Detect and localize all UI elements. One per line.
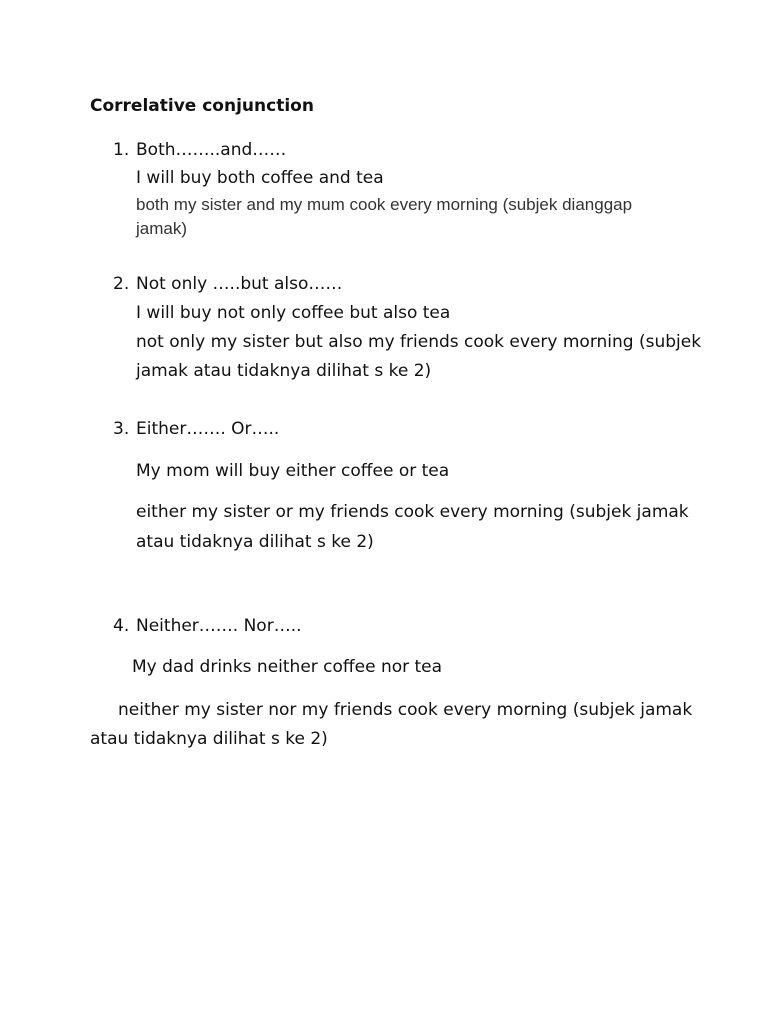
item-1-example-2: both my sister and my mum cook every morning (subjek dianggap	[136, 195, 633, 214]
document-title: Correlative conjunction	[90, 96, 314, 116]
item-4-example-2: neither my sister nor my friends cook every morning (subjek jamak	[118, 700, 693, 720]
item-3-example-1: My mom will buy either coffee or tea	[136, 461, 450, 481]
item-1-number: 1.	[113, 140, 130, 160]
item-4-example-1: My dad drinks neither coffee nor tea	[132, 657, 443, 677]
item-3-example-2: either my sister or my friends cook every morning (subjek jamak	[136, 502, 689, 522]
item-2-example-1: I will buy not only coffee but also tea	[136, 303, 451, 323]
item-2-example-2-cont: jamak atau tidaknya dilihat s ke 2)	[136, 361, 432, 381]
item-3-example-2-cont: atau tidaknya dilihat s ke 2)	[136, 532, 374, 552]
item-4-heading: Neither……. Nor…..	[136, 616, 302, 636]
item-2-example-2: not only my sister but also my friends cook every morning (subjek	[136, 332, 702, 352]
item-1-heading: Both……..and……	[136, 140, 287, 160]
item-1-example-1: I will buy both coffee and tea	[136, 168, 384, 188]
item-4-example-2-cont: atau tidaknya dilihat s ke 2)	[90, 729, 328, 749]
item-3-heading: Either……. Or…..	[136, 419, 280, 439]
item-3-number: 3.	[113, 419, 130, 439]
item-1-example-2-cont: jamak)	[136, 219, 188, 238]
item-2-number: 2.	[113, 274, 130, 294]
item-2-heading: Not only …..but also……	[136, 274, 343, 294]
item-4-number: 4.	[113, 616, 130, 636]
